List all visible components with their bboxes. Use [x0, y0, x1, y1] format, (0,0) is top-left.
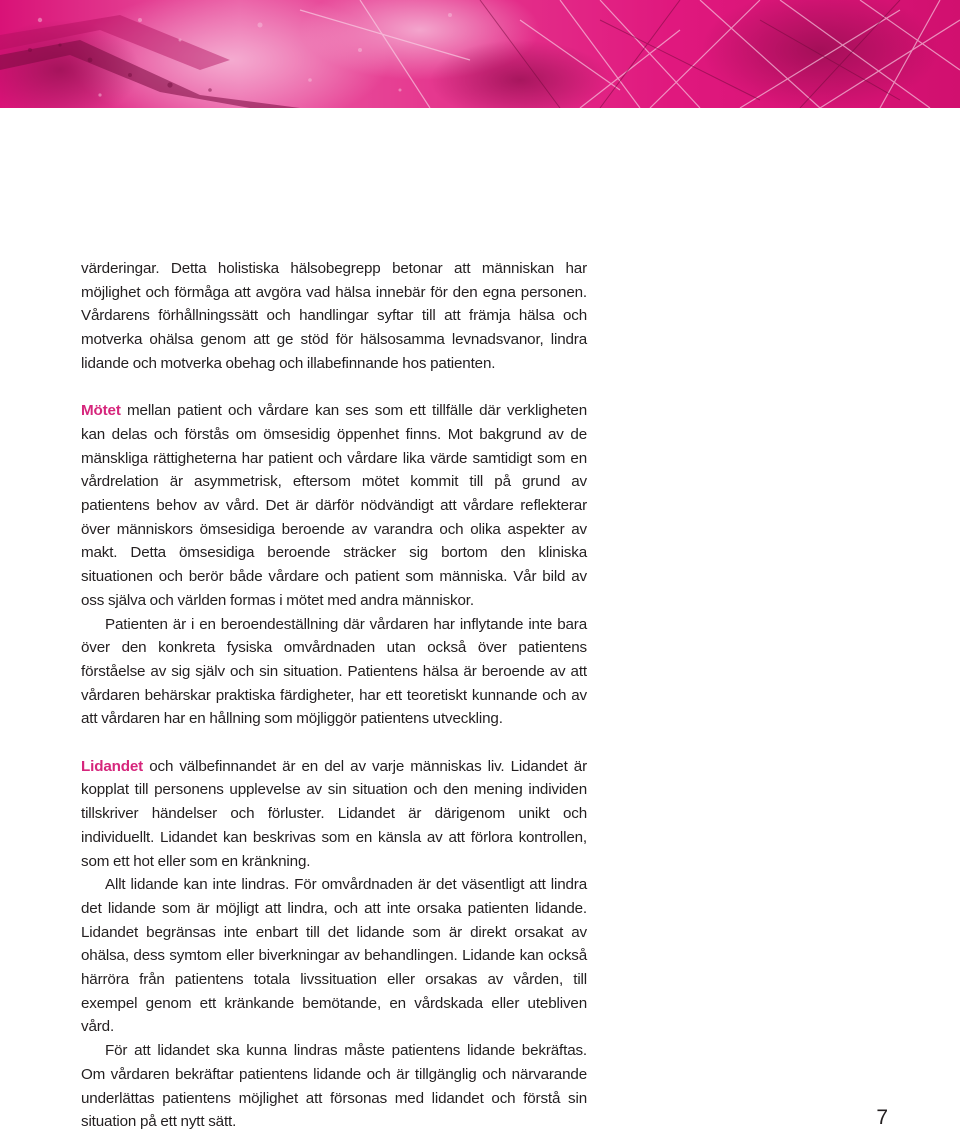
paragraph-lidandet — [81, 755, 587, 874]
paragraph-motet — [81, 399, 587, 612]
banner-texture — [0, 0, 960, 108]
body-text — [81, 257, 587, 1134]
paragraph-lindras: Allt lidande kan inte lindras. För omvårdnaden är det väsentligt att lindra det lidande som är möjligt att lindra, och att inte orsaka patienten lidande. Lidandet begränsas inte enbart till det lidande som är direkt orsakat av ohälsa, dess symtom eller biverkningar av behandlingen. Lidande kan också härröra från patientens totala livssituation eller orsakas av vården, till exempel genom ett kränkande bemötande, en vårdskada eller utebliven vård. — [81, 876, 587, 1036]
paragraph-patienten: Patienten är i en beroendeställning där vårdaren har inflytande inte bara över den konkreta fysiska omvårdnaden utan också över patientens förståelse av sig själv och sin situation. Patientens hälsa är beroende av att vårdaren behärskar praktiska färdigheter, har ett teoretiskt kunnande och av att vårdaren har en hållning som möjliggör patientens utveckling. — [81, 615, 587, 728]
paragraph-motet-text: mellan patient och vårdare kan ses som ett tillfälle där verkligheten kan delas och förstås om ömsesidig öppenhet finns. Mot bakgrund av de mänskliga rättigheterna har patient och vårdare lika värde samtidigt som en vårdrelation är asymmetrisk, eftersom mötet kommit till på grund av patientens behov av vård. Det är därför nödvändigt att vårdare reflekterar över människors ömsesidiga beroende av varandra och olika aspekter av makt. Detta ömsesidiga beroende sträcker sig bortom den kliniska situationen och berör både vårdare och patient som människa. Vår bild av oss själva och världen formas i mötet med andra människor. — [81, 402, 587, 609]
paragraph-lidandet-text: och välbefinnandet är en del av varje människas liv. Lidandet är kopplat till personens upplevelse av sin situation och den mening individen tillskriver händelser och förluster. Lidandet är därigenom unikt och individuellt. Lidandet kan beskrivas som en känsla av att förlora kontrollen, som ett hot eller som en kränkning. — [81, 757, 587, 870]
paragraph-1: värderingar. Detta holistiska hälsobegrepp betonar att människan har möjlighet och förmåga att avgöra vad hälsa innebär för den egna personen. Vårdarens förhållningssätt och handlingar syftar till att främja hälsa och motverka ohälsa genom att ge stöd för hälsosamma levnadsvanor, lindra lidande och motverka obehag och illabefinnande hos patienten. — [81, 260, 587, 372]
term-lidandet: Lidandet — [81, 757, 144, 775]
page-number: 7 — [876, 1106, 888, 1129]
header-banner-image — [0, 0, 960, 108]
paragraph-bekraftas: För att lidandet ska kunna lindras måste patientens lidande bekräftas. Om vårdaren bekräftar patientens lidande och är tillgänglig och närvarande underlättas patientens möjlighet att försonas med lidandet och förstå sin situation på ett nytt sätt. — [81, 1042, 587, 1131]
term-motet: Mötet — [81, 402, 121, 420]
